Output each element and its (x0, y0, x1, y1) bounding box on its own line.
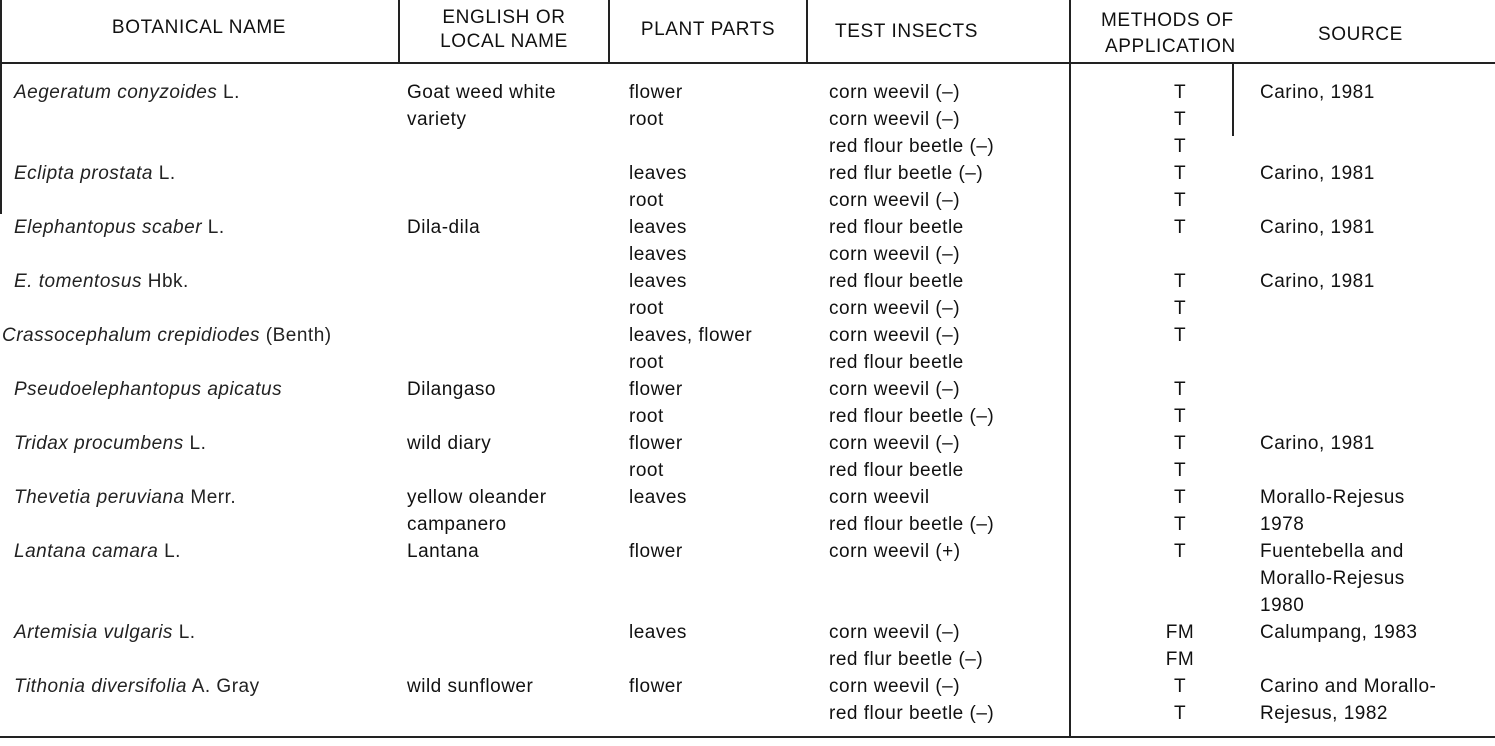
species-name: Artemisia vulgaris (14, 622, 173, 643)
test-insect: corn weevil (–) (829, 379, 961, 400)
botanical-name (14, 216, 225, 239)
header-plant-parts: PLANT PARTS (640, 19, 776, 40)
english-name: campanero (407, 514, 507, 535)
test-insect: corn weevil (–) (829, 298, 961, 319)
table-row (0, 378, 1495, 405)
application-method: T (1173, 433, 1187, 454)
table-row (0, 513, 1495, 540)
plant-part: flower (629, 676, 683, 697)
source: 1978 (1260, 514, 1305, 535)
test-insect: corn weevil (+) (829, 541, 961, 562)
application-method: T (1173, 82, 1187, 103)
table-row (0, 135, 1495, 162)
test-insect: corn weevil (–) (829, 190, 961, 211)
english-name: Goat weed white (407, 82, 557, 103)
table-row (0, 648, 1495, 675)
species-author: L. (217, 82, 240, 103)
test-insect: red flour beetle (–) (829, 703, 995, 724)
test-insect: corn weevil (–) (829, 676, 961, 697)
test-insect: red flour beetle (–) (829, 406, 995, 427)
header-bottom-rule (0, 62, 1495, 64)
application-method: T (1173, 541, 1187, 562)
species-name: Thevetia peruviana (14, 487, 185, 508)
application-method: T (1173, 109, 1187, 130)
source: Morallo-Rejesus (1260, 568, 1405, 589)
header-methods-line1: METHODS OF (1101, 10, 1234, 31)
botanical-name (14, 432, 206, 455)
source: Calumpang, 1983 (1260, 622, 1418, 643)
botanical-name (14, 675, 260, 698)
species-name: Lantana camara (14, 541, 159, 562)
table-row (0, 540, 1495, 567)
test-insect: corn weevil (829, 487, 930, 508)
plant-part: root (629, 406, 664, 427)
application-method: T (1173, 487, 1187, 508)
english-name: wild diary (407, 433, 492, 454)
test-insect: red flour beetle (–) (829, 136, 995, 157)
english-name: Dilangaso (407, 379, 496, 400)
table-row (0, 486, 1495, 513)
table-row (0, 81, 1495, 108)
table-row (0, 189, 1495, 216)
plant-part: root (629, 460, 664, 481)
plant-part: leaves (629, 217, 687, 238)
table-bottom-rule (0, 736, 1495, 738)
test-insect: red flour beetle (829, 352, 964, 373)
botanical-name (14, 378, 282, 401)
botanical-name (14, 540, 181, 563)
test-insect: corn weevil (–) (829, 622, 961, 643)
source: 1980 (1260, 595, 1305, 616)
table-row (0, 216, 1495, 243)
species-name: Eclipta prostata (14, 163, 153, 184)
source: Carino, 1981 (1260, 163, 1375, 184)
plant-part: root (629, 190, 664, 211)
header-english-line1: ENGLISH OR (442, 7, 566, 28)
test-insect: red flour beetle (829, 217, 964, 238)
table-row (0, 621, 1495, 648)
species-name: Crassocephalum crepidiodes (2, 325, 261, 346)
species-author: Hbk. (141, 271, 189, 292)
plant-part: flower (629, 82, 683, 103)
plant-part: flower (629, 541, 683, 562)
test-insect: corn weevil (–) (829, 244, 961, 265)
test-insect: red flur beetle (–) (829, 649, 984, 670)
test-insect: red flour beetle (–) (829, 514, 995, 535)
source: Morallo-Rejesus (1260, 487, 1405, 508)
species-author: L. (183, 433, 207, 454)
species-author: L. (172, 622, 196, 643)
plant-part: root (629, 352, 664, 373)
botanical-name (14, 486, 236, 509)
english-name: Dila-dila (407, 217, 481, 238)
plant-part: leaves (629, 487, 687, 508)
botanical-name (2, 324, 332, 347)
table-row (0, 432, 1495, 459)
application-method: T (1173, 379, 1187, 400)
botanical-name (14, 621, 196, 644)
source: Fuentebella and (1260, 541, 1404, 562)
application-method: T (1173, 298, 1187, 319)
application-method: T (1173, 460, 1187, 481)
application-method: T (1173, 271, 1187, 292)
application-method: T (1173, 406, 1187, 427)
species-author: L. (158, 541, 181, 562)
english-name: yellow oleander (407, 487, 547, 508)
application-method: T (1173, 703, 1187, 724)
table-row (0, 675, 1495, 702)
table-row (0, 297, 1495, 324)
species-author: L. (202, 217, 225, 238)
species-name: Aegeratum conyzoides (14, 82, 218, 103)
plant-part: leaves (629, 163, 687, 184)
table-row (0, 324, 1495, 351)
english-name: wild sunflower (407, 676, 534, 697)
test-insect: corn weevil (–) (829, 82, 961, 103)
header-botanical-name: BOTANICAL NAME (111, 17, 287, 38)
source: Carino and Morallo- (1260, 676, 1437, 697)
application-method: FM (1165, 622, 1195, 643)
source: Carino, 1981 (1260, 82, 1375, 103)
application-method: FM (1165, 649, 1195, 670)
table-row (0, 243, 1495, 270)
species-name: Elephantopus scaber (14, 217, 203, 238)
plant-part: leaves (629, 622, 687, 643)
botanical-name (14, 270, 189, 293)
english-name: Lantana (407, 541, 480, 562)
source: Carino, 1981 (1260, 433, 1375, 454)
botanical-name (14, 162, 176, 185)
test-insect: red flur beetle (–) (829, 163, 984, 184)
source: Rejesus, 1982 (1260, 703, 1388, 724)
plant-part: leaves (629, 244, 687, 265)
botanical-name (14, 81, 240, 104)
application-method: T (1173, 325, 1187, 346)
table-row (0, 108, 1495, 135)
header-methods-line2: APPLICATION (1105, 36, 1236, 57)
table-row (0, 594, 1495, 621)
english-name: variety (407, 109, 467, 130)
plant-part: flower (629, 433, 683, 454)
table-row (0, 567, 1495, 594)
plant-part: flower (629, 379, 683, 400)
test-insect: corn weevil (–) (829, 109, 961, 130)
header-test-insects: TEST INSECTS (835, 21, 979, 42)
header-source: SOURCE (1318, 24, 1403, 45)
test-insect: red flour beetle (829, 271, 964, 292)
species-author: Merr. (184, 487, 237, 508)
species-author: L. (152, 163, 176, 184)
source: Carino, 1981 (1260, 271, 1375, 292)
application-method: T (1173, 190, 1187, 211)
species-name: E. tomentosus (14, 271, 142, 292)
source: Carino, 1981 (1260, 217, 1375, 238)
species-name: Tridax procumbens (14, 433, 184, 454)
species-name: Pseudoelephantopus apicatus (14, 379, 283, 400)
plant-part: leaves (629, 271, 687, 292)
application-method: T (1173, 217, 1187, 238)
application-method: T (1173, 676, 1187, 697)
application-method: T (1173, 163, 1187, 184)
plant-part: root (629, 298, 664, 319)
table-row (0, 405, 1495, 432)
application-method: T (1173, 514, 1187, 535)
species-name: Tithonia diversifolia (14, 676, 187, 697)
table-row (0, 702, 1495, 729)
plant-part: root (629, 109, 664, 130)
test-insect: corn weevil (–) (829, 325, 961, 346)
species-author: A. Gray (186, 676, 260, 697)
table-row (0, 459, 1495, 486)
test-insect: corn weevil (–) (829, 433, 961, 454)
table-row (0, 162, 1495, 189)
plant-part: leaves, flower (629, 325, 753, 346)
table-row (0, 351, 1495, 378)
header-english-line2: LOCAL NAME (440, 31, 568, 52)
application-method: T (1173, 136, 1187, 157)
test-insect: red flour beetle (829, 460, 964, 481)
column-divider (806, 0, 808, 63)
species-author: (Benth) (260, 325, 332, 346)
table-row (0, 270, 1495, 297)
